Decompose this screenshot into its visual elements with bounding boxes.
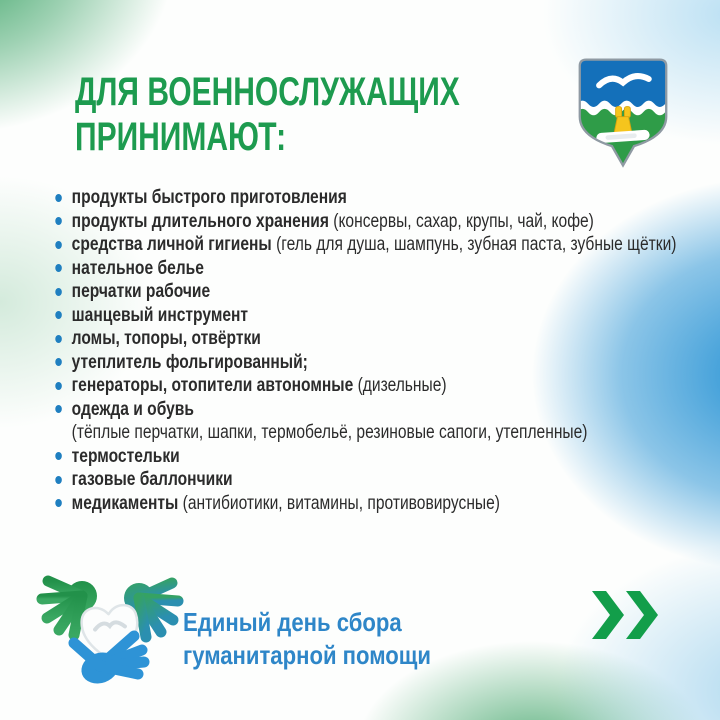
campaign-line2: гуманитарной помощи — [183, 639, 432, 670]
accepted-items-list — [52, 186, 708, 515]
list-item-subline: (тёплые перчатки, шапки, термобельё, резиновые сапоги, утепленные) — [71, 422, 588, 443]
list-item: ломы, топоры, отвёртки — [52, 327, 708, 351]
list-item: шанцевый инструмент — [52, 304, 708, 328]
campaign-title — [183, 606, 431, 671]
list-item: медикаменты (антибиотики, витамины, противовирусные) — [52, 492, 708, 516]
list-item: генераторы, отопители автономные (дизельные) — [52, 374, 708, 398]
campaign-line1: Единый день сбора — [183, 607, 402, 637]
list-item: нательное белье — [52, 257, 708, 281]
list-item: газовые баллончики — [52, 468, 708, 492]
city-coat-of-arms-icon — [577, 57, 669, 169]
list-item: перчатки рабочие — [52, 280, 708, 304]
list-item: одежда и обувь (тёплые перчатки, шапки, термобельё, резиновые сапоги, утепленные) — [52, 398, 708, 445]
list-item: термостельки — [52, 445, 708, 469]
list-item: продукты быстрого приготовления — [52, 186, 708, 210]
hands-heart-logo-icon — [36, 566, 184, 696]
page-title-line2: ПРИНИМАЮТ: — [75, 114, 287, 159]
next-arrows-icon — [592, 591, 662, 639]
page-title-line1: ДЛЯ ВОЕННОСЛУЖАЩИХ — [75, 70, 460, 114]
list-item: продукты длительного хранения (консервы, сахар, крупы, чай, кофе) — [52, 210, 708, 234]
list-item: утеплитель фольгированный; — [52, 351, 708, 375]
list-item: средства личной гигиены (гель для душа, шампунь, зубная паста, зубные щётки) — [52, 233, 708, 257]
page-title — [75, 70, 460, 160]
